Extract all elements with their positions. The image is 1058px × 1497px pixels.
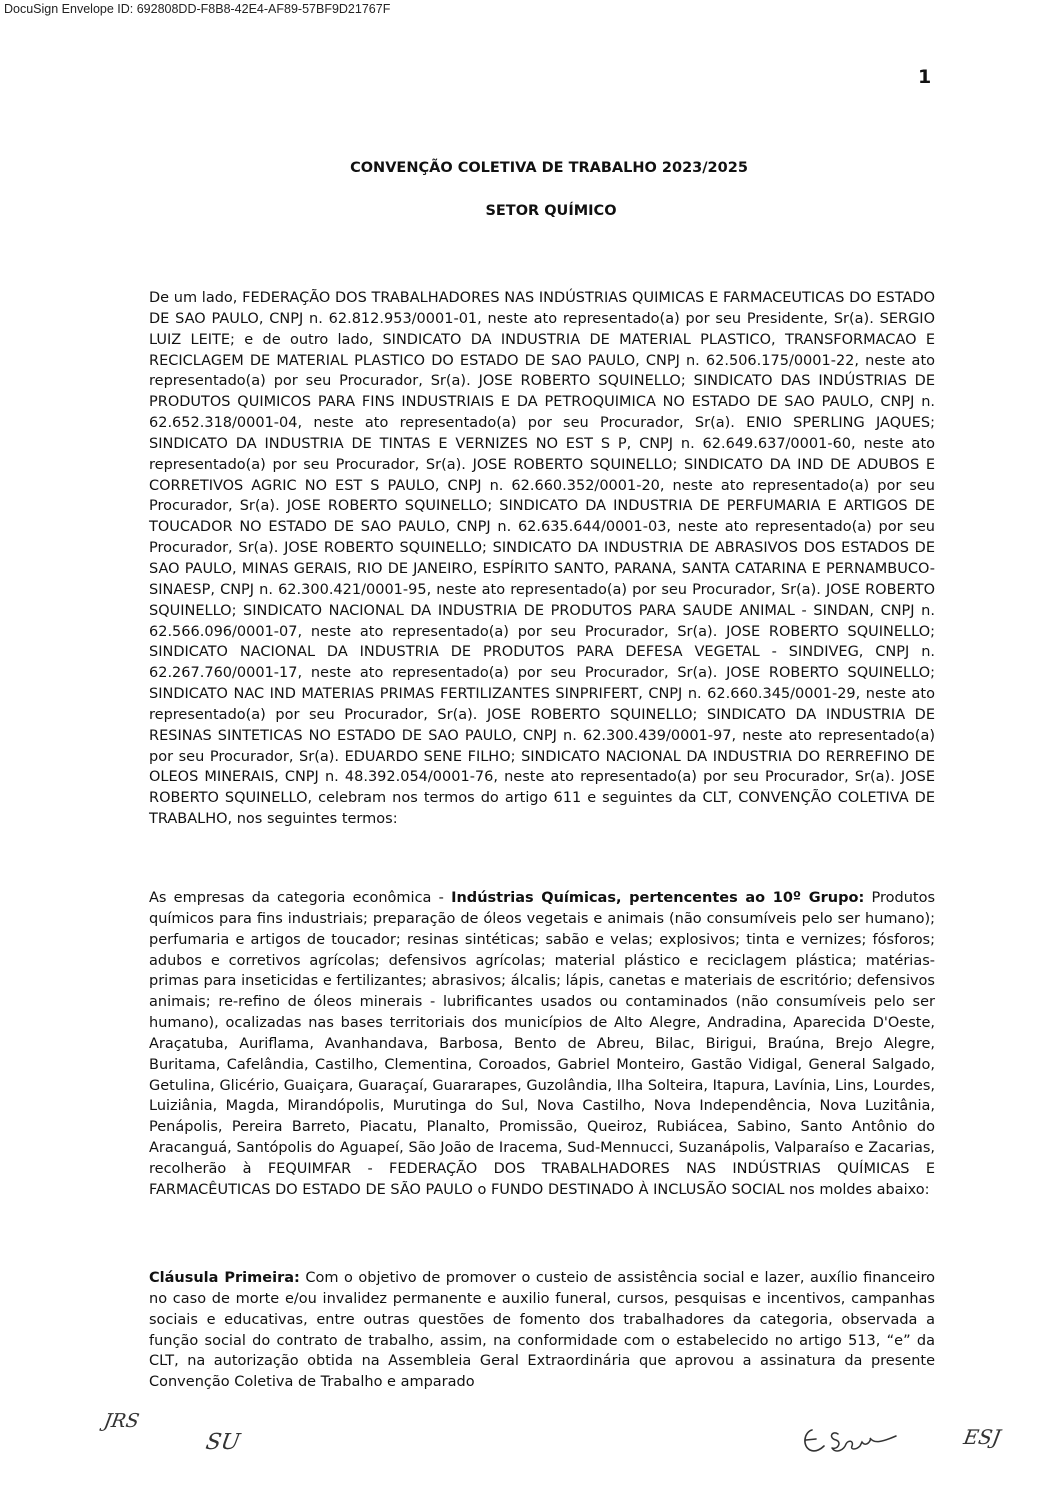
category-intro: As empresas da categoria econômica - bbox=[149, 890, 452, 906]
category-body: Produtos químicos para fins industriais; preparação de óleos vegetais e animais (não consumíveis pelo ser humano); perfumaria e artigos de toucador; resinas sintéticas; sabão e velas; explosivos; tinta e vernizes; fósforos; adubos e corretivos agrícolas; defensivos agrícolas; material plástico e reciclagem plástica; matérias-primas para inseticidas e fertilizantes; abrasivos; álcalis; lápis, canetas e materiais de escritório; defensivos animais; re-refino de óleos minerais - lubrificantes usados ou contaminados (não consumíveis pelo ser humano), ocalizadas nas bases territoriais dos municípios de Alto Alegre, Andradina, Aparecida D'Oeste, Araçatuba, Auriflama, Avanhandava, Barbosa, Bento de Abreu, Bilac, Birigui, Braúna, Brejo Alegre, Buritama, Cafelândia, Castilho, Clementina, Coroados, Gabriel Monteiro, Gastão Vidigal, General Salgado, Getulina, Glicério, Guaiçara, Guaraçaí, Guararapes, Guzolândia, Ilha Solteira, Itapura, Lavínia, Lins, Lourdes, Luiziânia, Magda, Mirandópolis, Murutinga do Sul, Nova Castilho, Nova Independência, Nova Luzitânia, Penápolis, Pereira Barreto, Piacatu, Planalto, Promissão, Queiroz, Rubiácea, Sabino, Santo Antônio do Aracanguá, Santópolis do Aguapeí, São João de Iracema, Sud-Mennucci, Suzanápolis, Valparaíso e Zacarias, recolherão à FEQUIMFAR - FEDERAÇÃO DOS TRABALHADORES NAS INDÚSTRIAS QUÍMICAS E FARMACÊUTICAS DO ESTADO DE SÃO PAULO o FUNDO DESTINADO À INCLUSÃO SOCIAL nos moldes abaixo: bbox=[149, 890, 935, 1198]
clause-first-label: Cláusula Primeira: bbox=[149, 1270, 300, 1286]
category-group-bold: Indústrias Químicas, pertencentes ao 10º Grupo: bbox=[451, 890, 865, 906]
handwritten-signature bbox=[798, 1420, 908, 1460]
initials-su: SU bbox=[203, 1430, 242, 1455]
document-title: CONVENÇÃO COLETIVA DE TRABALHO 2023/2025 bbox=[350, 160, 748, 176]
initials-jrs: JRS bbox=[102, 1410, 141, 1432]
clause-first-body: Com o objetivo de promover o custeio de assistência social e lazer, auxílio financeiro no caso de morte e/ou invalidez permanente e auxilio funeral, cursos, pesquisas e incentivos, campanhas sociais e educativas, entre outras questões de fomento dos trabalhadores da categoria, observada a função social do contrato de trabalho, assim, na conformidade com o estabelecido no artigo 513, “e” da CLT, na autorização obtida na Assembleia Geral Extraordinária que aprovou a assinatura da presente Convenção Coletiva de Trabalho e amparado bbox=[149, 1270, 936, 1391]
document-subtitle: SETOR QUÍMICO bbox=[485, 203, 617, 219]
category-paragraph bbox=[149, 888, 935, 1201]
initials-esj: ESJ bbox=[961, 1425, 1003, 1449]
clause-first-paragraph bbox=[149, 1268, 935, 1393]
page-number: 1 bbox=[918, 66, 932, 88]
docusign-envelope-id: DocuSign Envelope ID: 692808DD-F8B8-42E4-AF89-57BF9D21767F bbox=[4, 2, 391, 16]
parties-paragraph: De um lado, FEDERAÇÃO DOS TRABALHADORES NAS INDÚSTRIAS QUIMICAS E FARMACEUTICAS DO ESTADO DE SAO PAULO, CNPJ n. 62.812.953/0001-01, neste ato representado(a) por seu Presidente, Sr(a). SERGIO LUIZ LEITE; e de outro lado, SINDICATO DA INDUSTRIA DE MATERIAL PLASTICO, TRANSFORMACAO E RECICLAGEM DE MATERIAL PLASTICO DO ESTADO DE SAO PAULO, CNPJ n. 62.506.175/0001-22, neste ato representado(a) por seu Procurador, Sr(a). JOSE ROBERTO SQUINELLO; SINDICATO DAS INDÚSTRIAS DE PRODUTOS QUIMICOS PARA FINS INDUSTRIAIS E DA PETROQUIMICA NO ESTADO DE SAO PAULO, CNPJ n. 62.652.318/0001-04, neste ato representado(a) por seu Procurador, Sr(a). ENIO SPERLING JAQUES; SINDICATO DA INDUSTRIA DE TINTAS E VERNIZES NO EST S P, CNPJ n. 62.649.637/0001-60, neste ato representado(a) por seu Procurador, Sr(a). JOSE ROBERTO SQUINELLO; SINDICATO DA IND DE ADUBOS E CORRETIVOS AGRIC NO EST S PAULO, CNPJ n. 62.660.352/0001-20, neste ato representado(a) por seu Procurador, Sr(a). JOSE ROBERTO SQUINELLO; SINDICATO DA INDUSTRIA DE PERFUMARIA E ARTIGOS DE TOUCADOR NO ESTADO DE SAO PAULO, CNPJ n. 62.635.644/0001-03, neste ato representado(a) por seu Procurador, Sr(a). JOSE ROBERTO SQUINELLO; SINDICATO DA INDUSTRIA DE ABRASIVOS DOS ESTADOS DE SAO PAULO, MINAS GERAIS, RIO DE JANEIRO, ESPÍRITO SANTO, PARANA, SANTA CATARINA E PERNAMBUCO-SINAESP, CNPJ n. 62.300.421/0001-95, neste ato representado(a) por seu Procurador, Sr(a). JOSE ROBERTO SQUINELLO; SINDICATO NACIONAL DA INDUSTRIA DE PRODUTOS PARA SAUDE ANIMAL - SINDAN, CNPJ n. 62.566.096/0001-07, neste ato representado(a) por seu Procurador, Sr(a). JOSE ROBERTO SQUINELLO; SINDICATO NACIONAL DA INDUSTRIA DE PRODUTOS PARA DEFESA VEGETAL - SINDIVEG, CNPJ n. 62.267.760/0001-17, neste ato representado(a) por seu Procurador, Sr(a). JOSE ROBERTO SQUINELLO; SINDICATO NAC IND MATERIAS PRIMAS FERTILIZANTES SINPRIFERT, CNPJ n. 62.660.345/0001-29, neste ato representado(a) por seu Procurador, Sr(a). JOSE ROBERTO SQUINELLO; SINDICATO DA INDUSTRIA DE RESINAS SINTETICAS NO ESTADO DE SAO PAULO, CNPJ n. 62.300.439/0001-97, neste ato representado(a) por seu Procurador, Sr(a). EDUARDO SENE FILHO; SINDICATO NACIONAL DA INDUSTRIA DO RERREFINO DE OLEOS MINERAIS, CNPJ n. 48.392.054/0001-76, neste ato representado(a) por seu Procurador, Sr(a). JOSE ROBERTO SQUINELLO, celebram nos termos do artigo 611 e seguintes da CLT, CONVENÇÃO COLETIVA DE TRABALHO, nos seguintes termos: bbox=[149, 290, 935, 828]
